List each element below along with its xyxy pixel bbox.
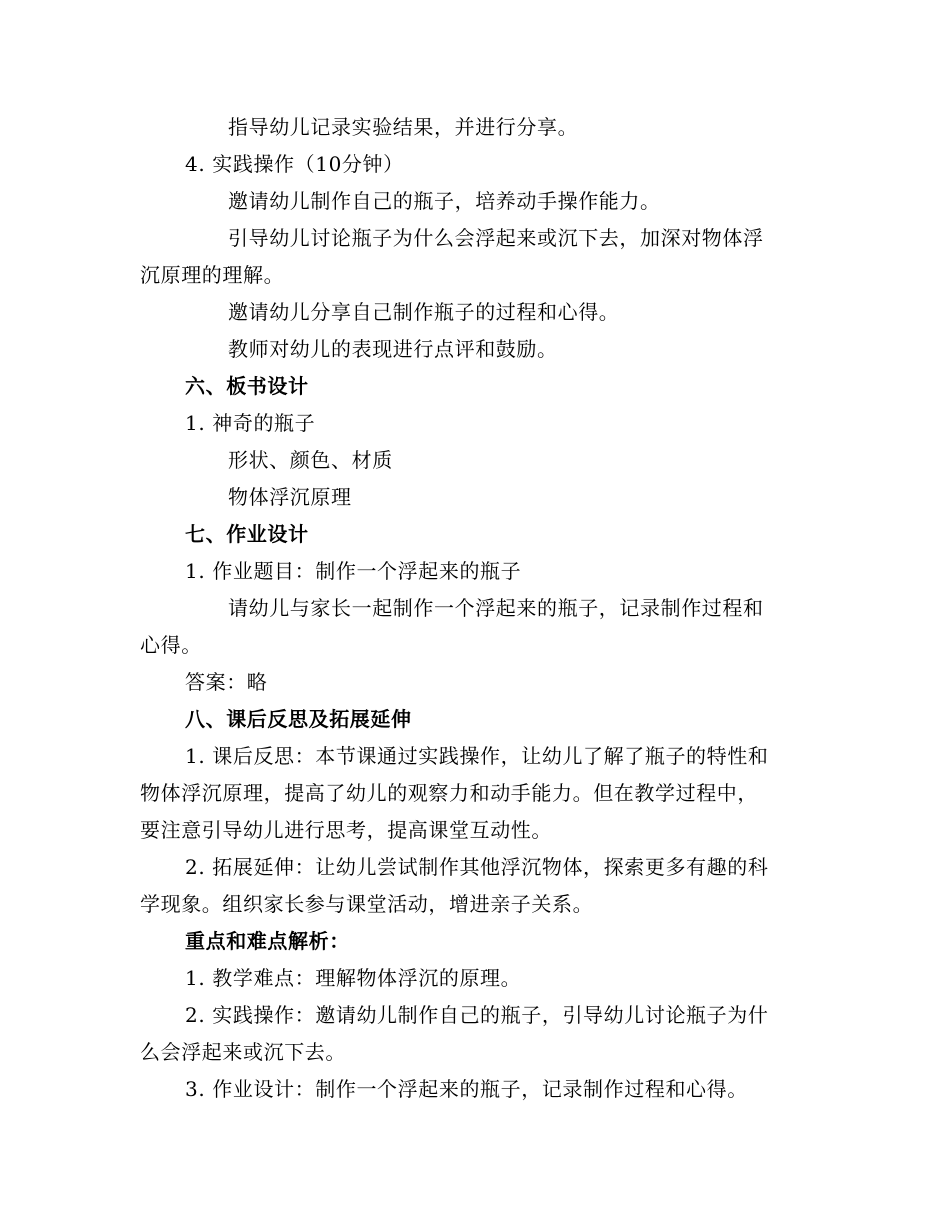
list-item: 2. 拓展延伸：让幼儿尝试制作其他浮沉物体，探索更多有趣的科 <box>185 855 769 879</box>
paragraph-line: 形状、颜色、材质 <box>228 448 393 472</box>
paragraph-line: 物体浮沉原理 <box>228 485 352 509</box>
list-item: 3. 作业设计：制作一个浮起来的瓶子，记录制作过程和心得。 <box>185 1077 748 1101</box>
paragraph-line: 要注意引导幼儿进行思考，提高课堂互动性。 <box>140 818 552 842</box>
paragraph-line: 沉原理的理解。 <box>140 263 285 287</box>
section-heading: 六、板书设计 <box>185 374 309 398</box>
paragraph-line: 心得。 <box>140 633 202 657</box>
list-item: 1. 课后反思：本节课通过实践操作，让幼儿了解了瓶子的特性和 <box>185 744 769 768</box>
paragraph-line: 请幼儿与家长一起制作一个浮起来的瓶子，记录制作过程和 <box>228 596 764 620</box>
list-item: 1. 神奇的瓶子 <box>185 411 316 435</box>
paragraph-line: 学现象。组织家长参与课堂活动，增进亲子关系。 <box>140 892 594 916</box>
answer-line: 答案：略 <box>185 670 268 694</box>
paragraph-line: 指导幼儿记录实验结果，并进行分享。 <box>228 115 579 139</box>
list-item: 2. 实践操作：邀请幼儿制作自己的瓶子，引导幼儿讨论瓶子为什 <box>185 1003 769 1027</box>
section-heading: 重点和难点解析： <box>185 929 350 953</box>
list-item: 1. 教学难点：理解物体浮沉的原理。 <box>185 966 522 990</box>
list-item: 4. 实践操作（10分钟） <box>185 152 404 176</box>
section-heading: 八、课后反思及拓展延伸 <box>185 707 412 731</box>
paragraph-line: 么会浮起来或沉下去。 <box>140 1040 346 1064</box>
list-item: 1. 作业题目：制作一个浮起来的瓶子 <box>185 559 522 583</box>
paragraph-line: 邀请幼儿制作自己的瓶子，培养动手操作能力。 <box>228 189 661 213</box>
paragraph-line: 教师对幼儿的表现进行点评和鼓励。 <box>228 337 558 361</box>
paragraph-line: 引导幼儿讨论瓶子为什么会浮起来或沉下去，加深对物体浮 <box>228 226 764 250</box>
paragraph-line: 物体浮沉原理，提高了幼儿的观察力和动手能力。但在教学过程中， <box>140 781 758 805</box>
paragraph-line: 邀请幼儿分享自己制作瓶子的过程和心得。 <box>228 300 620 324</box>
section-heading: 七、作业设计 <box>185 522 309 546</box>
